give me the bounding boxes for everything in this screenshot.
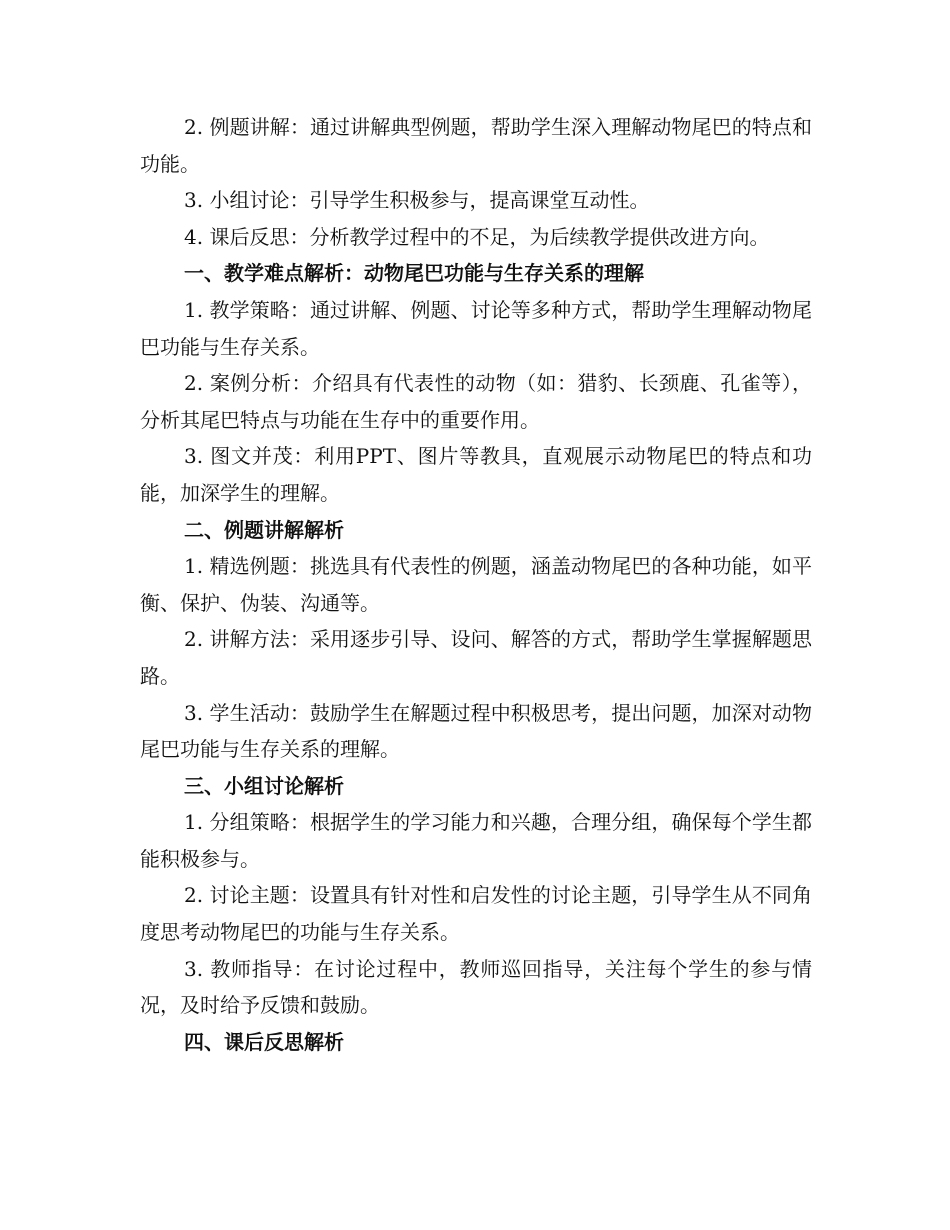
paragraph-group-discussion: 3. 小组讨论：引导学生积极参与，提高课堂互动性。: [184, 188, 650, 213]
section-heading-teaching-difficulty: 一、教学难点解析：动物尾巴功能与生存关系的理解: [184, 261, 644, 286]
paragraph-teaching-strategy: 1. 教学策略：通过讲解、例题、讨论等多种方式，帮助学生理解动物尾巴功能与生存关系。: [140, 297, 812, 359]
section-heading-after-class-reflection: 四、课后反思解析: [184, 1029, 344, 1054]
paragraph-student-activity: 3. 学生活动：鼓励学生在解题过程中积极思考，提出问题，加深对动物尾巴功能与生存关系的理解。: [140, 700, 812, 762]
paragraph-grouping-strategy: 1. 分组策略：根据学生的学习能力和兴趣，合理分组，确保每个学生都能积极参与。: [140, 810, 812, 871]
paragraph-selected-examples: 1. 精选例题：挑选具有代表性的例题，涵盖动物尾巴的各种功能，如平衡、保护、伪装、沟通等。: [140, 554, 812, 615]
paragraph-teacher-guidance: 3. 教师指导：在讨论过程中，教师巡回指导，关注每个学生的参与情况，及时给予反馈和鼓励。: [140, 956, 812, 1018]
section-heading-group-discussion: 三、小组讨论解析: [184, 773, 344, 798]
paragraph-discussion-topic: 2. 讨论主题：设置具有针对性和启发性的讨论主题，引导学生从不同角度思考动物尾巴的功能与生存关系。: [140, 883, 812, 945]
paragraph-example-explanation: 2. 例题讲解：通过讲解典型例题，帮助学生深入理解动物尾巴的特点和功能。: [140, 115, 812, 176]
paragraph-explanation-method: 2. 讲解方法：采用逐步引导、设问、解答的方式，帮助学生掌握解题思路。: [140, 627, 812, 688]
section-heading-example-explanation: 二、例题讲解解析: [184, 517, 344, 542]
paragraph-after-class-reflection: 4. 课后反思：分析教学过程中的不足，为后续教学提供改进方向。: [184, 224, 770, 249]
document-body: [140, 109, 812, 1060]
paragraph-case-analysis: 2. 案例分析：介绍具有代表性的动物（如：猎豹、长颈鹿、孔雀等），分析其尾巴特点与功能在生存中的重要作用。: [140, 371, 812, 432]
paragraph-illustrated: 3. 图文并茂：利用PPT、图片等教具，直观展示动物尾巴的特点和功能，加深学生的理解。: [140, 444, 812, 505]
